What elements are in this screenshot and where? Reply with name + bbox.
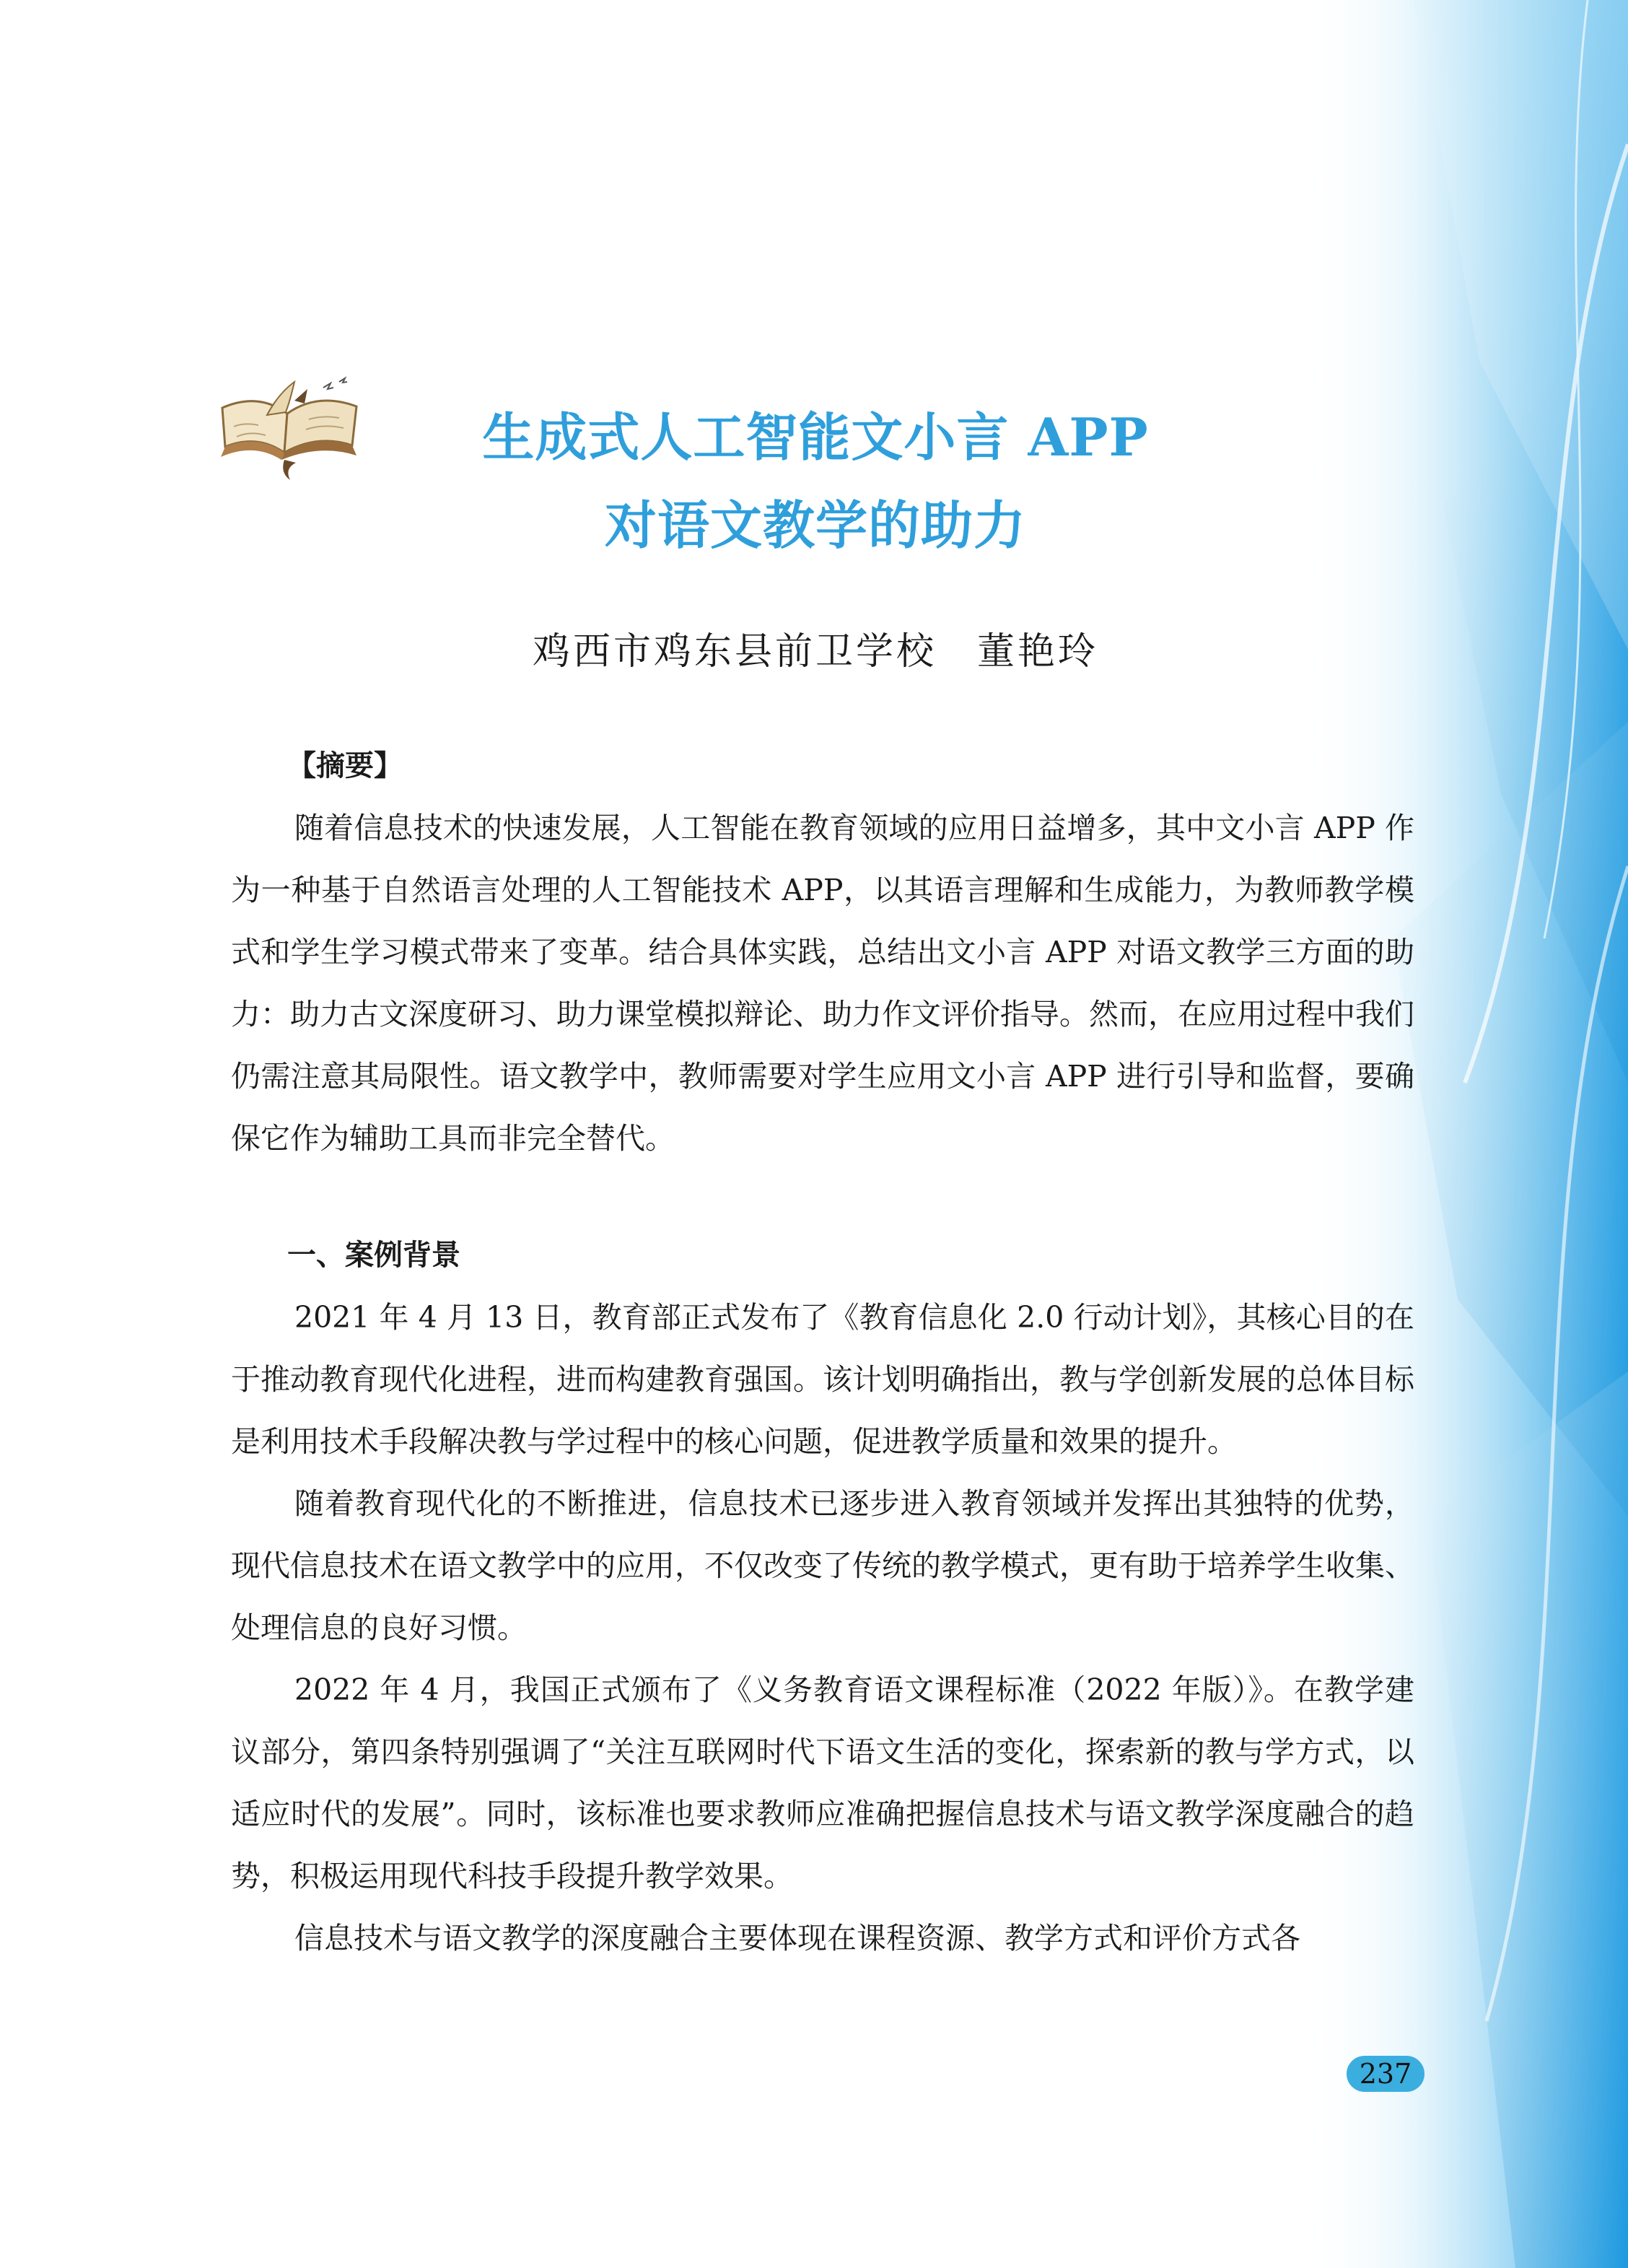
abstract-section xyxy=(231,735,1414,1169)
paragraph: 随着教育现代化的不断推进，信息技术已逐步进入教育领域并发挥出其独特的优势，现代信息技术在语文教学中的应用，不仅改变了传统的教学模式，更有助于培养学生收集、处理信息的良好习惯。 xyxy=(231,1486,1414,1645)
abstract-text: 随着信息技术的快速发展，人工智能在教育领域的应用日益增多，其中文小言 APP 作为一种基于自然语言处理的人工智能技术 APP，以其语言理解和生成能力，为教师教学模式和学生学习模式带来了变革。结合具体实践，总结出文小言 APP 对语文教学三方面的助力：助力古文深度研习、助力课堂模拟辩论、助力作文评价指导。然而，在应用过程中我们仍需注意其局限性。语文教学中，教师需要对学生应用文小言 APP 进行引导和监督，要确保它作为辅助工具而非完全替代。 xyxy=(231,811,1414,1156)
article-title xyxy=(238,393,1393,570)
author-affiliation: 鸡西市鸡东县前卫学校 xyxy=(532,630,937,673)
title-line-2: 对语文教学的助力 xyxy=(604,494,1026,556)
paragraph: 2021 年 4 月 13 日，教育部正式发布了《教育信息化 2.0 行动计划》，其核心目的在于推动教育现代化进程，进而构建教育强国。该计划明确指出，教与学创新发展的总体目标是利用技术手段解决教与学过程中的核心问题，促进教学质量和效果的提升。 xyxy=(231,1300,1414,1459)
section-heading: 一、案例背景 xyxy=(287,1239,460,1272)
title-line-1: 生成式人工智能文小言 APP xyxy=(482,406,1149,468)
article-body xyxy=(231,735,1414,1969)
paragraph: 2022 年 4 月，我国正式颁布了《义务教育语文课程标准（2022 年版）》。在教学建议部分，第四条特别强调了“关注互联网时代下语文生活的变化，探索新的教与学方式，以适应时代的发展”。同时，该标准也要求教师应准确把握信息技术与语文教学深度融合的趋势，积极运用现代科技手段提升教学效果。 xyxy=(231,1672,1414,1893)
paragraph: 信息技术与语文教学的深度融合主要体现在课程资源、教学方式和评价方式各 xyxy=(294,1921,1300,1955)
page-number-badge: 237 xyxy=(1347,2056,1424,2092)
abstract-heading: 【摘要】 xyxy=(287,749,403,782)
author-byline xyxy=(238,627,1393,677)
section-background xyxy=(231,1224,1414,1969)
author-name: 董艳玲 xyxy=(977,630,1099,673)
